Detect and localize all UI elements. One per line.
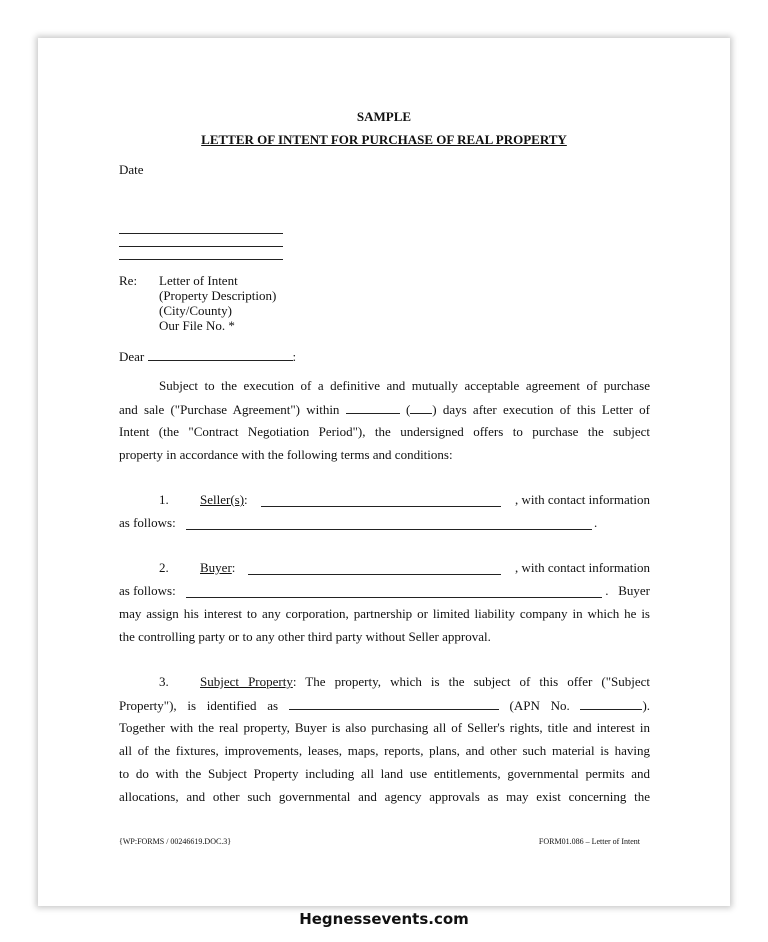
address-line <box>119 259 283 260</box>
buyer-line: the controlling party or to any other third party without Seller approval. <box>119 629 491 644</box>
property-id-blank <box>289 697 499 710</box>
intro-line: property in accordance with the following terms and conditions: <box>119 447 453 462</box>
re-line: (City/County) <box>159 303 232 318</box>
days-number-blank <box>410 401 432 414</box>
seller-period: . <box>594 515 598 530</box>
seller-contact-blank <box>186 529 592 530</box>
intro-line: Intent (the "Contract Negotiation Period"), the undersigned offers to purchase the subject <box>119 424 650 439</box>
as-follows-label: as follows: <box>119 583 176 598</box>
seller-label-group: Seller(s): <box>200 492 248 507</box>
recipient-blank <box>148 348 293 361</box>
salutation <box>119 348 296 364</box>
document-page <box>38 38 730 906</box>
date-label: Date <box>119 162 144 177</box>
subject-property-label: Subject Property <box>200 674 293 689</box>
address-line <box>119 233 283 234</box>
site-watermark: Hegnessevents.com <box>299 910 469 928</box>
subject-property-line: Together with the real property, Buyer is also purchasing all of Seller's rights, title and interest in <box>119 720 650 735</box>
buyer-label: Buyer <box>200 560 232 575</box>
intro-line: Subject to the execution of a definitive and mutually acceptable agreement of purchase <box>159 378 650 393</box>
buyer-line: may assign his interest to any corporation, partnership or limited liability company in which he is <box>119 606 650 621</box>
seller-label: Seller(s) <box>200 492 245 507</box>
footer-left: {WP:FORMS / 00246619.DOC.3} <box>119 837 232 846</box>
item-number: 1. <box>159 492 169 507</box>
document-heading: SAMPLE <box>356 109 412 124</box>
days-blank <box>346 401 400 414</box>
buyer-contact-text: , with contact information <box>514 560 650 575</box>
item-number: 2. <box>159 560 169 575</box>
buyer-label-group: Buyer: <box>200 560 236 575</box>
subject-property-line: allocations, and other such governmental and agency approvals as may exist concerning the <box>119 789 650 804</box>
item-number: 3. <box>159 674 169 689</box>
seller-contact-text: , with contact information <box>514 492 650 507</box>
subject-property-line: all of the fixtures, improvements, leases, maps, reports, plans, and other such material is having <box>119 743 650 758</box>
buyer-tail: . Buyer <box>605 583 650 598</box>
dear-label: Dear <box>119 349 145 364</box>
intro-line-2: and sale ("Purchase Agreement") within ( ) days after execution of this Letter of <box>119 402 650 417</box>
as-follows-label: as follows: <box>119 515 176 530</box>
buyer-name-blank <box>248 574 501 575</box>
address-line <box>119 246 283 247</box>
re-label: Re: <box>119 273 138 288</box>
apn-blank <box>580 697 642 710</box>
re-line: Our File No. * <box>159 318 235 333</box>
subject-property-line-1: Subject Property: The property, which is the subject of this offer ("Subject <box>200 674 650 689</box>
footer-right: FORM01.086 – Letter of Intent <box>538 837 640 846</box>
seller-name-blank <box>261 506 501 507</box>
dear-colon: : <box>292 349 297 364</box>
subject-property-line-2: Property"), is identified as (APN No. ). <box>119 698 651 713</box>
document-title: LETTER OF INTENT FOR PURCHASE OF REAL PROPERTY <box>201 132 567 147</box>
subject-property-line: to do with the Subject Property including all land use entitlements, governmental permits and <box>119 766 650 781</box>
re-line: Letter of Intent <box>159 273 238 288</box>
re-line: (Property Description) <box>159 288 277 303</box>
buyer-contact-blank <box>186 597 602 598</box>
